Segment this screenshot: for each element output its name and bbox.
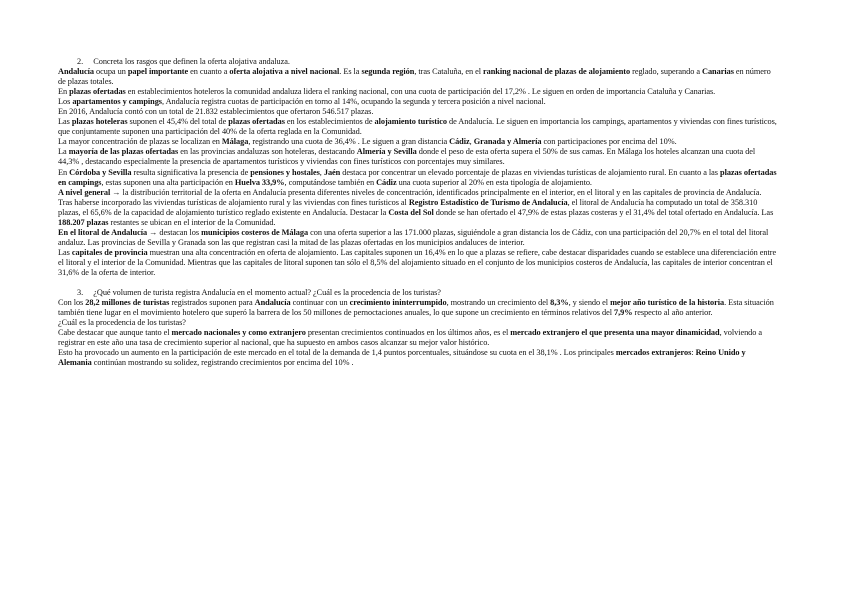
question-3-answer [58, 298, 778, 368]
paragraph [58, 228, 778, 248]
paragraph [58, 107, 778, 117]
text-run: presentan crecimientos continuados en los últimos años, es el [305, 328, 511, 338]
text-run: ¿Cuál es la procedencia de los turistas? [58, 318, 186, 328]
text-run: restantes se ubican en el interior de la Comunidad. [108, 217, 276, 227]
text-run: en las provincias andaluzas son hoteleras, destacando [178, 147, 357, 157]
paragraph [58, 328, 778, 348]
bold-text: Andalucía [58, 67, 94, 77]
text-run: muestran una alta concentración en oferta de alojamiento. Las capitales suponen un 16,4% en lo que a plazas se refiere, cabe destacar disparidades cuando se establece una diferenciación entre el litoral y el interior de la Comunidad. Mientras que las capitales de litoral suponen tan sólo el 8,5% del alojamiento situado en el conjunto de los municipios costeros de Andalucía, las capitales de interior concentran el 31,6% de la oferta de interior. [58, 247, 777, 277]
bold-text: Málaga [221, 137, 249, 147]
bold-text: En el litoral de Andalucía → [58, 227, 158, 237]
bold-text: mercados extranjeros [615, 348, 692, 358]
text-run: suponen el 45,4% del total de [127, 117, 229, 127]
bold-text: Reino Unido y Alemania [58, 348, 746, 368]
question-3-heading: 3. ¿Qué volumen de turista registra Andalucía en el momento actual? ¿Cuál es la procedencia de los turistas? [77, 288, 441, 298]
bold-text: plazas hoteleras [71, 117, 128, 127]
question-2-answer [58, 67, 778, 278]
text-run: en cuanto a [188, 67, 230, 77]
bold-text: A nivel general [58, 187, 111, 197]
bold-text: 7,9% [614, 308, 633, 318]
text-run: , registrando una cuota de 36,4% . Le siguen a gran distancia [248, 137, 450, 147]
text-run: , tras Cataluña, en el [414, 67, 483, 77]
text-run: : [691, 348, 696, 358]
text-run: → la distribución territorial de la oferta en Andalucía presenta diferentes niveles de concentración, identificados principalmente en el interior, en el litoral y en las capitales de provincia de Andalucía. [110, 187, 762, 197]
document-body [58, 57, 778, 368]
paragraph [58, 117, 778, 137]
bold-text: mercado nacionales y como extranjero [171, 328, 306, 338]
bold-text: segunda región [361, 67, 415, 77]
bold-text: plazas ofertadas [228, 117, 285, 127]
paragraph [58, 137, 778, 147]
text-run: , computándose también en [284, 177, 377, 187]
text-run: Las [58, 247, 72, 257]
bold-text: Granada y Almería [473, 137, 542, 147]
bold-text: Cádiz [449, 137, 470, 147]
text-run: Tras haberse incorporado las viviendas turísticas de alojamiento rural y las viviendas con fines turísticos al [58, 197, 409, 207]
question-2-section [58, 57, 778, 278]
paragraph [58, 318, 778, 328]
text-run: ocupa un [93, 67, 128, 77]
bold-text: plazas ofertadas en campings [58, 167, 777, 187]
bold-text: mayoría de las plazas ofertadas [68, 147, 179, 157]
text-run: registrados suponen para [169, 298, 255, 308]
text-run: en los establecimientos de [284, 117, 375, 127]
paragraph [58, 97, 778, 107]
bold-text: Costa del Sol [388, 207, 434, 217]
paragraph [58, 67, 778, 87]
section-gap [58, 278, 778, 288]
bold-text: 8,3% [550, 298, 569, 308]
text-run: destaca por concentrar un elevado porcentaje de plazas en viviendas turísticas de alojamiento rural. En cuanto a las [340, 167, 720, 177]
paragraph [58, 198, 778, 228]
bold-text: alojamiento turístico [374, 117, 447, 127]
bold-text: Canarias [702, 67, 734, 77]
text-run: , Andalucía registra cuotas de participación en torno al 14%, ocupando la segunda y tercera posición a nivel nacional. [161, 97, 546, 107]
text-run: en número de plazas totales. [58, 67, 771, 87]
text-run: , volviendo a registrar en este año una tasa de crecimiento superior al nacional, que ha supuesto en ambos casos alcanzar su mejor valor histórico. [58, 328, 763, 348]
text-run: reglado, superando a [630, 67, 703, 77]
bold-text: Almería y Sevilla [356, 147, 417, 157]
bold-text: ranking nacional de plazas de alojamiento [483, 67, 631, 77]
paragraph [58, 248, 778, 278]
bold-text: 188.207 plazas [58, 217, 109, 227]
text-run: donde el peso de esta oferta supera el 50% de sus camas. En Málaga los hoteles alcanzan una cuota del 44,3% , destacando especialmente la presencia de apartamentos turísticos y viviendas con fines turísticos con porcentajes muy similares. [58, 147, 756, 167]
bold-text: Cádiz [376, 177, 397, 187]
paragraph [58, 298, 778, 318]
bold-text: mejor año turístico de la historia [610, 298, 725, 308]
bold-text: municipios costeros de Málaga [201, 227, 309, 237]
paragraph [58, 168, 778, 188]
bold-text: mercado extranjero el que presenta una mayor dinamicidad [510, 328, 720, 338]
question-2-heading: 2. Concreta los rasgos que definen la oferta alojativa andaluza. [77, 57, 290, 66]
text-run: La mayor concentración de plazas se localizan en [58, 137, 222, 147]
text-run: , [469, 137, 474, 147]
text-run: destacan los [157, 227, 202, 237]
bold-text: 28,2 millones de turistas [85, 298, 170, 308]
text-run: Los [58, 97, 73, 107]
bold-text: apartamentos y campings [72, 97, 162, 107]
bold-text: Huelva 33,9% [234, 177, 285, 187]
text-run: , el litoral de Andalucía ha computado un total de 358.310 plazas, el 65,6% de la capacidad de alojamiento turístico reglado existente en Andalucía. Destacar la [58, 197, 758, 217]
bold-text: papel importante [127, 67, 189, 77]
bold-text: oferta alojativa a nivel nacional [229, 67, 340, 77]
text-run: de Andalucía. Le siguen en importancia los campings, apartamentos y viviendas con fines turísticos, que conjuntamente suponen una participación del 40% de la oferta reglada en la Comunidad. [58, 117, 777, 137]
text-run: , y siendo el [568, 298, 611, 308]
bold-text: Andalucía [254, 298, 291, 308]
bold-text: Jaén [323, 167, 341, 177]
paragraph [58, 188, 778, 198]
text-run: Las [58, 117, 72, 127]
text-run: En [58, 87, 70, 97]
bold-text: plazas ofertadas [69, 87, 126, 97]
paragraph [58, 348, 778, 368]
bold-text: capitales de provincia [71, 247, 148, 257]
bold-text: pensiones y hostales [250, 167, 320, 177]
text-run: Cabe destacar que aunque tanto el [58, 328, 172, 338]
paragraph [58, 87, 778, 97]
question-3-section [58, 288, 778, 368]
text-run: con una oferta superior a las 171.000 plazas, siguiéndole a gran distancia los de Cádiz, con una participación del 20,7% en el total del litoral andaluz. Las provincias de Sevilla y Granada son las que registran casi la mitad de las plazas ofertadas en los municipios andaluces de interior. [58, 227, 769, 247]
text-run: , estas suponen una alta participación en [101, 177, 235, 187]
text-run: Esto ha provocado un aumento en la participación de este mercado en el total de la demanda de 1,4 puntos porcentuales, situándose su cuota en el 38,1% . Los principales [58, 348, 616, 358]
text-run: , [319, 167, 324, 177]
text-run: En 2016, Andalucía contó con un total de 21.832 establecimientos que ofertaron 546.517 plazas. [58, 107, 374, 117]
text-run: continuar con un [290, 298, 350, 308]
text-run: en establecimientos hoteleros la comunidad andaluza lidera el ranking nacional, con una cuota de participación del 17,2% . Le siguen en orden de importancia Cataluña y Canarias. [125, 87, 716, 97]
text-run: donde se han ofertado el 47,9% de estas plazas costeras y el 31,4% del total ofertado en Andalucía. Las [433, 207, 774, 217]
text-run: . Es la [339, 67, 362, 77]
text-run: Con los [58, 298, 86, 308]
text-run: una cuota superior al 20% en esta tipología de alojamiento. [396, 177, 592, 187]
text-run: . Esta situación también tiene lugar en el movimiento hotelero que superó la barrera de los 50 millones de pernoctaciones anuales, lo que supone un crecimiento en términos relativos del [58, 298, 774, 318]
text-run: La [58, 147, 69, 157]
bold-text: Registro Estadístico de Turismo de Andalucía [408, 197, 568, 207]
text-run: continúan mostrando su solidez, registrando crecimientos por encima del 10% . [91, 358, 354, 368]
text-run: , mostrando un crecimiento del [446, 298, 551, 308]
text-run: respecto al año anterior. [632, 308, 713, 318]
text-run: con participaciones por encima del 10%. [541, 137, 677, 147]
text-run: resulta significativa la presencia de [131, 167, 251, 177]
text-run: En [58, 167, 70, 177]
paragraph [58, 147, 778, 167]
bold-text: crecimiento ininterrumpido [349, 298, 447, 308]
bold-text: Córdoba y Sevilla [69, 167, 132, 177]
